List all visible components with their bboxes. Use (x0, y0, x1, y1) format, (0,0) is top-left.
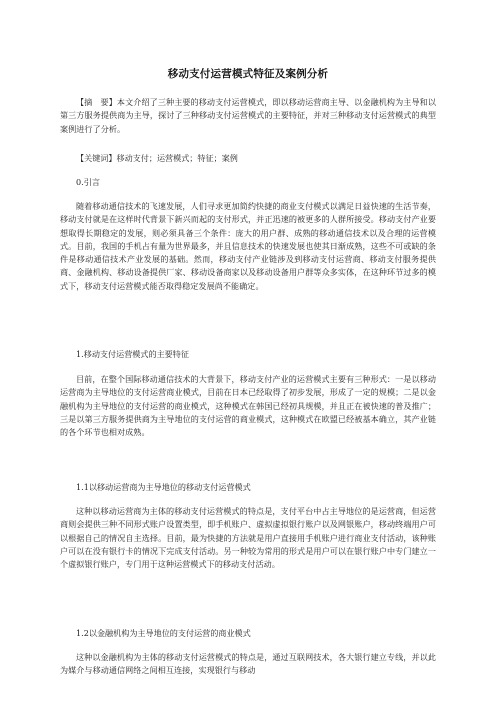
section-1-paragraph: 目前，在整个国际移动通信技术的大背景下，移动支付产业的运营模式主要有三种形式：一是以移动运营商为主导地位的支付运营商业模式，目前在日本已经取得了初步发展，形成了一定的规模；二是以金融机构为主导地位的支付运营的商业模式，这种模式在韩国已经初具规模，并且正在被快速的普及推广；三是以第三方服务提供商为主导地位的支付运营的商业模式，这种模式在欧盟已经被基本确立，其产业链的各个环节也相对成熟。 (60, 374, 436, 438)
document-title: 移动支付运营模式特征及案例分析 (167, 68, 329, 80)
section-1-1-paragraph: 这种以移动运营商为主体的移动支付运营模式的特点是，支付平台中占主导地位的是运营商，但运营商则会提供三种不同形式账户设置类型，即手机账户、虚拟虚拟银行账户以及网银账户，移动终端用户可以根据自己的情况自主选择。目前，最为快捷的方法就是用户直接用手机账户进行商业支付活动，该种账户可以在没有银行卡的情况下完成支付活动。另一种较为常用的形式是用户可以在银行账户中专门建立一个虚拟银行账户，专门用于这种运营模式下的移动支付活动。 (60, 506, 436, 570)
section-1-2-paragraph: 这种以金融机构为主体的移动支付运营模式的特点是，通过互联网技术，各大银行建立专线，并以此为媒介与移动通信网络之间相互连接，实现银行与移动 (60, 652, 436, 676)
section-heading-introduction: 0.引言 (76, 177, 100, 187)
introduction-paragraph: 随着移动通信技术的飞速发展，人们寻求更加简约快捷的商业支付模式以满足日益快速的生活节奏，移动支付就是在这样时代背景下新兴而起的支付形式，并正迅速的被更多的人群所接受。移动支付产业要想取得长期稳定的发展，则必须具备三个条件：庞大的用户群、成熟的移动通信技术以及合理的运营模式。目前，我国的手机占有量为世界最多，并且信息技术的快速发展也使其日渐成熟，这些不可或缺的条件是移动通信技术产业发展的基础。然而，移动支付产业链涉及到移动支付运营商、移动支付服务提供商、金融机构、移动设备提供厂家、移动设备商家以及移动设备用户群等众多实体，在这种环节过多的模式下，移动支付运营模式能否取得稳定发展尚不能确定。 (60, 201, 436, 291)
section-heading-1-2: 1.2以金融机构为主导地位的支付运营的商业模式 (76, 628, 251, 638)
section-heading-1-1: 1.1以移动运营商为主导地位的移动支付运营模式 (76, 482, 251, 492)
keywords-line: 【关键词】移动支付；运营模式；特征；案例 (76, 153, 238, 163)
section-heading-1: 1.移动支付运营模式的主要特征 (76, 349, 189, 359)
abstract-paragraph: 【摘 要】本文介绍了三种主要的移动支付运营模式，即以移动运营商主导、以金融机构为主导和以第三方服务提供商为主导，探讨了三种移动支付运营模式的主要特征，并对三种移动支付运营模式的典型案例进行了分析。 (60, 97, 436, 134)
